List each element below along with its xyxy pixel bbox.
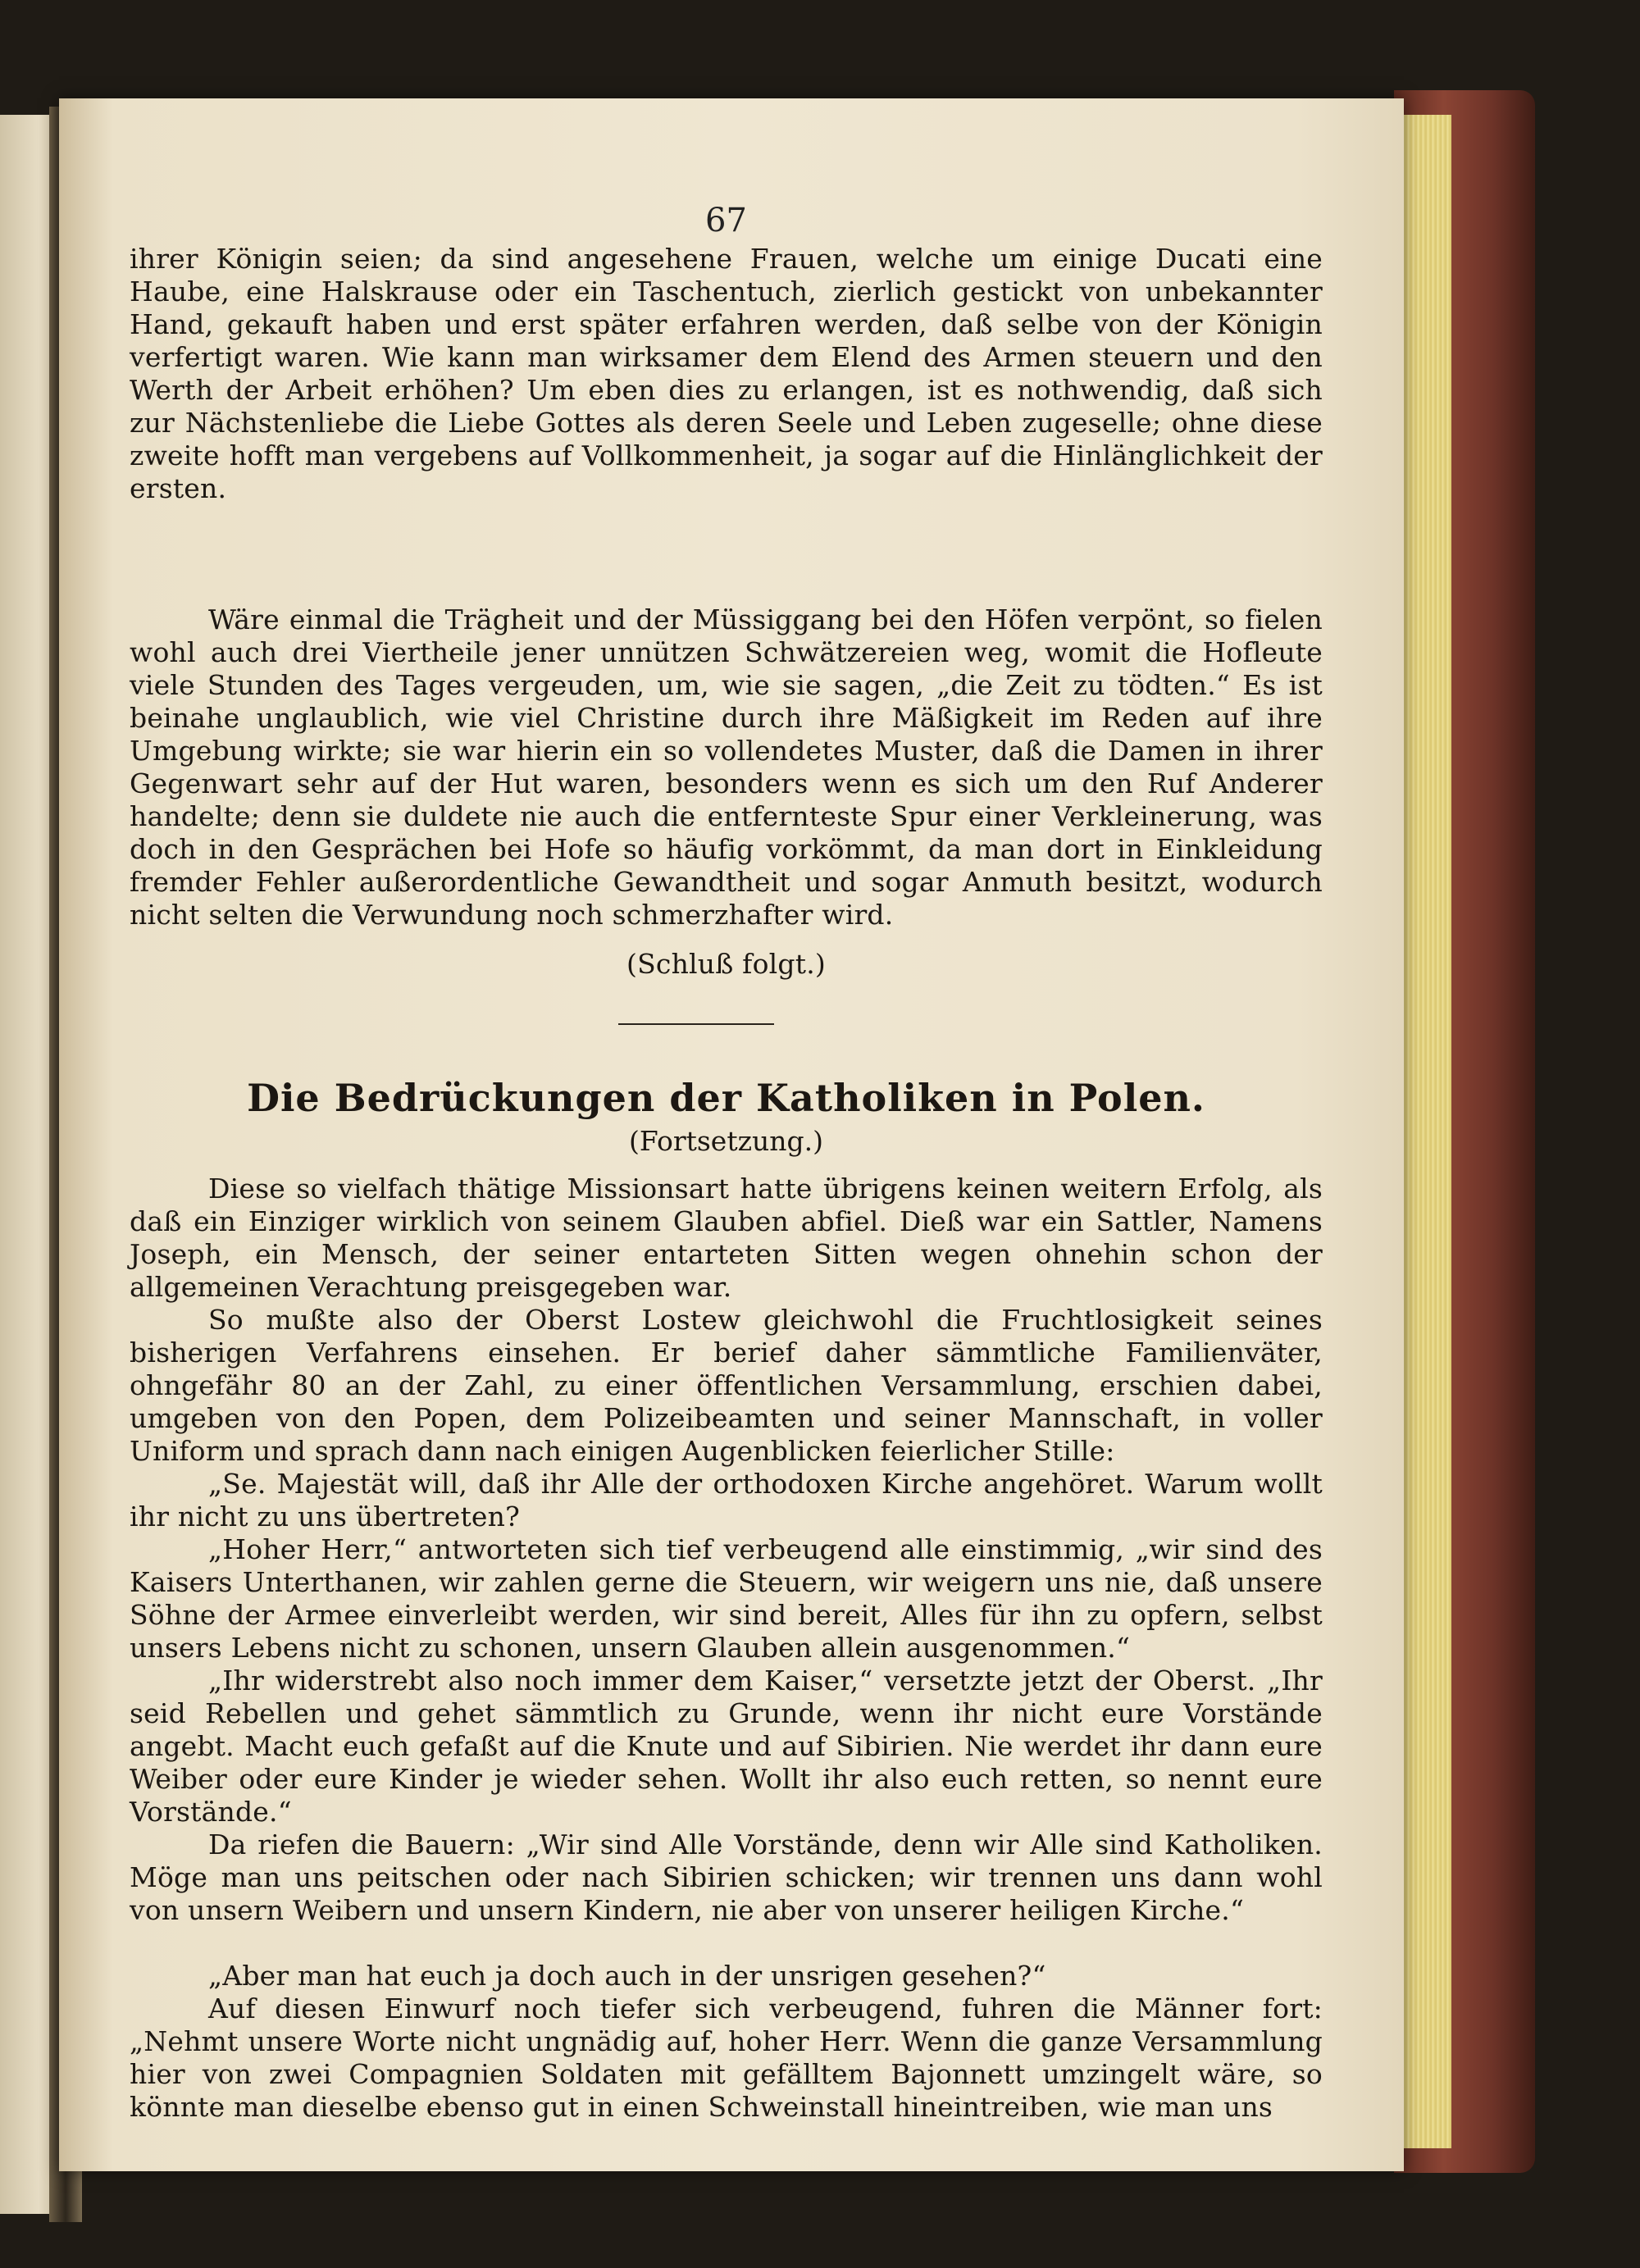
paragraph: Wäre einmal die Trägheit und der Müssiggang bei den Höfen verpönt, so fielen wohl auch drei Viertheile jener unnützen Schwätzereien weg, womit die Hofleute viele Stunden des Tages vergeuden, um, wie sie sagen, „die Zeit zu tödten.“ Es ist beinahe unglaublich, wie viel Christine durch ihre Mäßigkeit im Reden auf ihre Umgebung wirkte; sie war hierin ein so vollendetes Muster, daß die Damen in ihrer Gegenwart sehr auf der Hut waren, besonders wenn es sich um den Ruf Anderer handelte; denn sie duldete nie auch die entfernteste Spur einer Verkleinerung, was doch in den Gesprächen bei Hofe so häufig vorkömmt, da man dort in Einkleidung fremder Fehler außerordentliche Gewandtheit und sogar Anmuth besitzt, wodurch nicht selten die Verwundung noch schmerzhafter wird. (130, 603, 1323, 931)
section-divider (618, 1023, 774, 1025)
paragraph: „Ihr widerstrebt also noch immer dem Kaiser,“ versetzte jetzt der Oberst. „Ihr seid Rebellen und gehet sämmtlich zu Grunde, wenn ihr nicht eure Vorstände angebt. Macht euch gefaßt auf die Knute und auf Sibirien. Nie werdet ihr dann eure Weiber oder eure Kinder je wieder sehen. Wollt ihr also euch retten, so nennt eure Vorstände.“ (130, 1665, 1323, 1828)
article-subtitle: (Fortsetzung.) (629, 1125, 823, 1157)
paragraph: So mußte also der Oberst Lostew gleichwohl die Fruchtlosigkeit seines bisherigen Verfahrens einsehen. Er berief daher sämmtliche Familienväter, ohngefähr 80 an der Zahl, zu einer öffentlichen Versammlung, erschien dabei, umgeben von den Popen, dem Polizeibeamten und seiner Mannschaft, in voller Uniform und sprach dann nach einigen Augenblicken feierlicher Stille: (130, 1304, 1323, 1467)
paragraph: ihrer Königin seien; da sind angesehene Frauen, welche um einige Ducati eine Haube, eine Halskrause oder ein Taschentuch, zierlich gestickt von unbekannter Hand, gekauft haben und erst später erfahren werden, daß selbe von der Königin verfertigt waren. Wie kann man wirksamer dem Elend des Armen steuern und den Werth der Arbeit erhöhen? Um eben dies zu erlangen, ist es nothwendig, daß sich zur Nächstenliebe die Liebe Gottes als deren Seele und Leben zugeselle; ohne diese zweite hofft man vergebens auf Vollkommenheit, ja sogar auf die Hinlänglichkeit der ersten. (130, 243, 1323, 504)
paragraph: „Hoher Herr,“ antworteten sich tief verbeugend alle einstimmig, „wir sind des Kaisers Unterthanen, wir zahlen gerne die Steuern, wir weigern uns nie, daß unsere Söhne der Armee einverleibt werden, wir sind bereit, Alles für ihn zu opfern, selbst unsers Lebens nicht zu schonen, unsern Glauben allein ausgenommen.“ (130, 1533, 1323, 1664)
page-number: 67 (705, 202, 747, 239)
closing-note: (Schluß folgt.) (626, 948, 826, 980)
paragraph: Auf diesen Einwurf noch tiefer sich verbeugend, fuhren die Männer fort: „Nehmt unsere Worte nicht ungnädig auf, hoher Herr. Wenn die ganze Versammlung hier von zwei Compagnien Soldaten mit gefälltem Bajonnett umzingelt wäre, so könnte man dieselbe ebenso gut in einen Schweinstall hineintreiben, wie man uns (130, 1992, 1323, 2123)
paragraph: „Se. Majestät will, daß ihr Alle der orthodoxen Kirche angehöret. Warum wollt ihr nicht zu uns übertreten? (130, 1468, 1323, 1532)
paragraph: Diese so vielfach thätige Missionsart hatte übrigens keinen weitern Erfolg, als daß ein Einziger wirklich von seinem Glauben abfiel. Dieß war ein Sattler, Namens Joseph, ein Mensch, der seiner entarteten Sitten wegen ohnehin schon der allgemeinen Verachtung preisgegeben war. (130, 1173, 1323, 1303)
paragraph: Da riefen die Bauern: „Wir sind Alle Vorstände, denn wir Alle sind Katholiken. Möge man uns peitschen oder nach Sibirien schicken; wir trennen uns dann wohl von unsern Weibern und unsern Kindern, nie aber von unserer heiligen Kirche.“ (130, 1829, 1323, 1926)
book-page (59, 98, 1404, 2171)
article-title: Die Bedrückungen der Katholiken in Polen. (247, 1076, 1205, 1120)
paragraph: „Aber man hat euch ja doch auch in der unsrigen gesehen?“ (208, 1960, 1046, 1992)
